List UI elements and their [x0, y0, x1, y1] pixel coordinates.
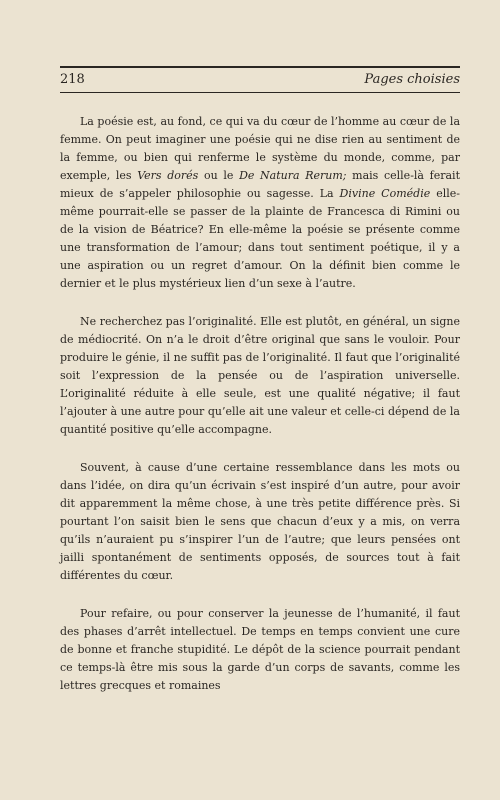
header-rule-bottom	[60, 92, 460, 93]
text-run: Ne recherchez pas l’originalité. Elle est plutôt, en général, un signe de médiocrité. On n’a le droit d’être original que sans le vouloir. Pour produire le génie, il ne suffit pas de l’originalité. Il faut que l’originalité soit l’expression de la pensée ou de l’aspiration universelle. L’originalité réduite à elle seule, est une qualité négative; il faut l’ajouter à une autre pour qu’elle ait une valeur et celle-ci dépend de la quantité positive qu’elle accompagne.	[60, 315, 460, 436]
paragraph-jeunesse	[60, 605, 460, 695]
body-text	[60, 113, 460, 695]
text-run: ou le	[198, 169, 240, 182]
paragraph-poesie	[60, 113, 460, 293]
text-run: elle-même pourrait-elle se passer de la plainte de Francesca di Rimini ou de la vision de Béatrice? En elle-même la poésie se présente comme une transformation de l’amour; dans tout sentiment poétique, il y a une aspiration ou un regret d’amour. On la définit bien comme le dernier et le plus mystérieux lien d’un sexe à l’autre.	[60, 187, 460, 290]
text-run: Pour refaire, ou pour conserver la jeunesse de l’humanité, il faut des phases d’arrêt intellectuel. De temps en temps convient une cure de bonne et franche stupidité. Le dépôt de la science pourrait pendant ce temps-là être mis sous la garde d’un corps de savants, comme les lettres grecques et romaines	[60, 607, 460, 692]
page-number: 218	[60, 72, 85, 87]
running-title: Pages choisies	[364, 72, 460, 87]
paragraph-inspiration	[60, 459, 460, 585]
paragraph-originalite	[60, 313, 460, 439]
header-rule-top	[60, 66, 460, 68]
italic-title: Vers dorés	[137, 169, 199, 182]
italic-title: De Natura Rerum;	[239, 169, 347, 182]
text-run: Souvent, à cause d’une certaine ressemblance dans les mots ou dans l’idée, on dira qu’un écrivain s’est inspiré d’un autre, pour avoir dit apparemment la même chose, à une très petite différence près. Si pourtant l’on saisit bien le sens que chacun d’eux y a mis, on verra qu’ils n’auraient pu s’inspirer l’un de l’autre; que leurs pensées ont jailli spontanément de sentiments opposés, de sources tout à fait différentes du cœur.	[60, 461, 460, 582]
text-run: mais celle-là ferait mieux de s’appeler philosophie ou sagesse. La	[60, 169, 460, 200]
text-run: La poésie est, au fond, ce qui va du cœur de l’homme au cœur de la femme. On peut imaginer une poésie qui ne dise rien au sentiment de la femme, ou bien qui renferme le système du monde, comme, par exemple, les	[60, 115, 460, 182]
italic-title: Divine Comédie	[339, 187, 431, 200]
running-head	[60, 71, 460, 89]
